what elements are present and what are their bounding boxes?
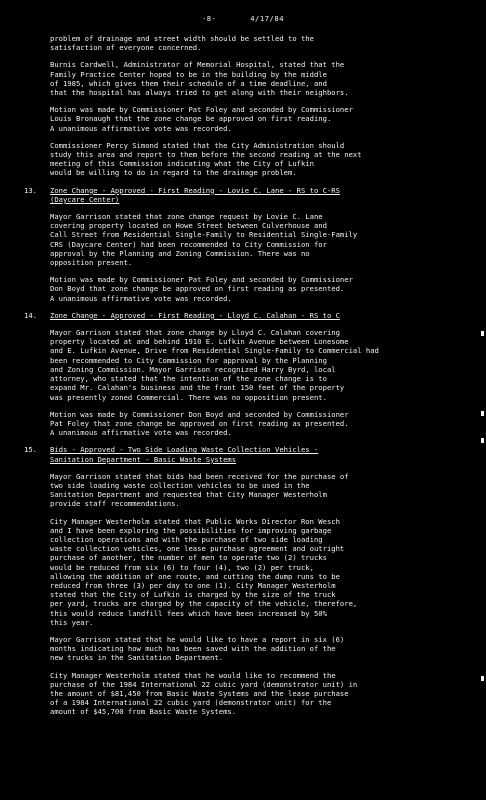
margin-mark: [481, 438, 484, 443]
paragraph: Commissioner Percy Simond stated that the City Administration should study this area and report to them before the second reading at the next meeting of this Commission indicating what the City of Lufkin would be willing to do in regard to the drainage problem.: [50, 140, 362, 178]
agenda-item-14: [24, 310, 470, 320]
paragraph: Mayor Garrison stated that he would like to have a report in six (6) months indicating how much has been saved with the addition of the new trucks in the Sanitation Department.: [50, 634, 345, 663]
item-title: Zone Change - Approved - First Reading - Lovie C. Lane - RS to C-RS (Daycare Center): [50, 185, 340, 204]
paragraph: City Manager Westerholm stated that he would like to recommend the purchase of the 1984 International 22 cubic yard (demonstrator unit) in the amount of $81,450 from Basic Waste Systems and the lease purchase of a 1984 International 22 cubic yard (demonstrator unit) for the amount of $45,700 from Basic Waste Systems.: [50, 670, 358, 717]
page-number: -8-: [201, 14, 217, 23]
paragraph: Mayor Garrison stated that bids had been received for the purchase of two side loading waste collection vehicles to be used in the Sanitation Department and requested that City Manager Westerholm provide staff recommendations.: [50, 471, 349, 509]
paragraph: Burnis Cardwell, Administrator of Memorial Hospital, stated that the Family Practice Center hoped to be in the building by the middle of 1985, which gives them their schedule of a time deadline, and that the hospital has always tried to get along with their neighbors.: [50, 60, 349, 98]
agenda-item-15: [24, 445, 470, 464]
item-title: Bids - Approved - Two Side Loading Waste Collection Vehicles - Sanitation Department - Basic Waste Systems: [50, 445, 319, 464]
paragraph: problem of drainage and street width should be settled to the satisfaction of everyone concerned.: [50, 34, 314, 53]
agenda-item-13: [24, 185, 470, 204]
margin-mark: [481, 676, 484, 681]
paragraph: Motion was made by Commissioner Don Boyd and seconded by Commissioner Pat Foley that zone change be approved on first reading as presented. A unanimous affirmative vote was recorded.: [50, 409, 349, 438]
page-date: 4/17/84: [250, 14, 285, 23]
margin-mark: [481, 411, 484, 416]
paragraph: Motion was made by Commissioner Pat Foley and seconded by Commissioner Don Boyd that zone change be approved on first reading as presented. A unanimous affirmative vote was recorded.: [50, 275, 353, 303]
item-number: 14.: [24, 310, 37, 320]
margin-mark: [481, 331, 484, 336]
paragraph: Mayor Garrison stated that zone change by Lloyd C. Calahan covering property located at and behind 1910 E. Lufkin Avenue between Lonesome and E. Lufkin Avenue, Drive from Residential Single-Family to Commercial had been recommended to City Commission for approval by the Planning and Zoning Commission. Mayor Garrison recognized Harry Byrd, local attorney, who stated that the intention of the zone change is to expand Mr. Calahan's business and the front 150 feet of the property was presently zoned Commercial. There was no opposition present.: [50, 328, 379, 402]
item-number: 13.: [24, 185, 37, 195]
page-header: [0, 14, 486, 23]
item-number: 15.: [24, 445, 37, 455]
paragraph: Mayor Garrison stated that zone change request by Lovie C. Lane covering property located on Howe Street between Culverhouse and Call Street from Residential Single-Family to Residential Single-Family CRS (Daycare Center) had been recommended to City Commission for approval by the Planning and Zoning Commission. There was no opposition present.: [50, 212, 358, 268]
paragraph: City Manager Westerholm stated that Public Works Director Ron Wesch and I have been exploring the possibilities for improving garbage collection operations and with the purchase of two side loading waste collection vehicles, one lease purchase agreement and outright purchase of another, the number of men to operate two (2) trucks would be reduced from six (6) to four (4), two (2) per truck, allowing the addition of one route, and cutting the dump runs to be reduced from three (3) per day to one (1). City Manager Westerholm stated that the City of Lufkin is charged by the size of the truck per yard, trucks are charged by the capacity of the vehicle, therefore, this would reduce landfill fees which have been increased by 50% this year.: [50, 516, 358, 627]
item-title: Zone Change - Approved - First Reading - Lloyd C. Calahan - RS to C: [50, 310, 340, 320]
paragraph: Motion was made by Commissioner Pat Foley and seconded by Commissioner Louis Bronaugh that the zone change be approved on first reading. A unanimous affirmative vote was recorded.: [50, 105, 353, 133]
minutes-body: [24, 34, 470, 725]
